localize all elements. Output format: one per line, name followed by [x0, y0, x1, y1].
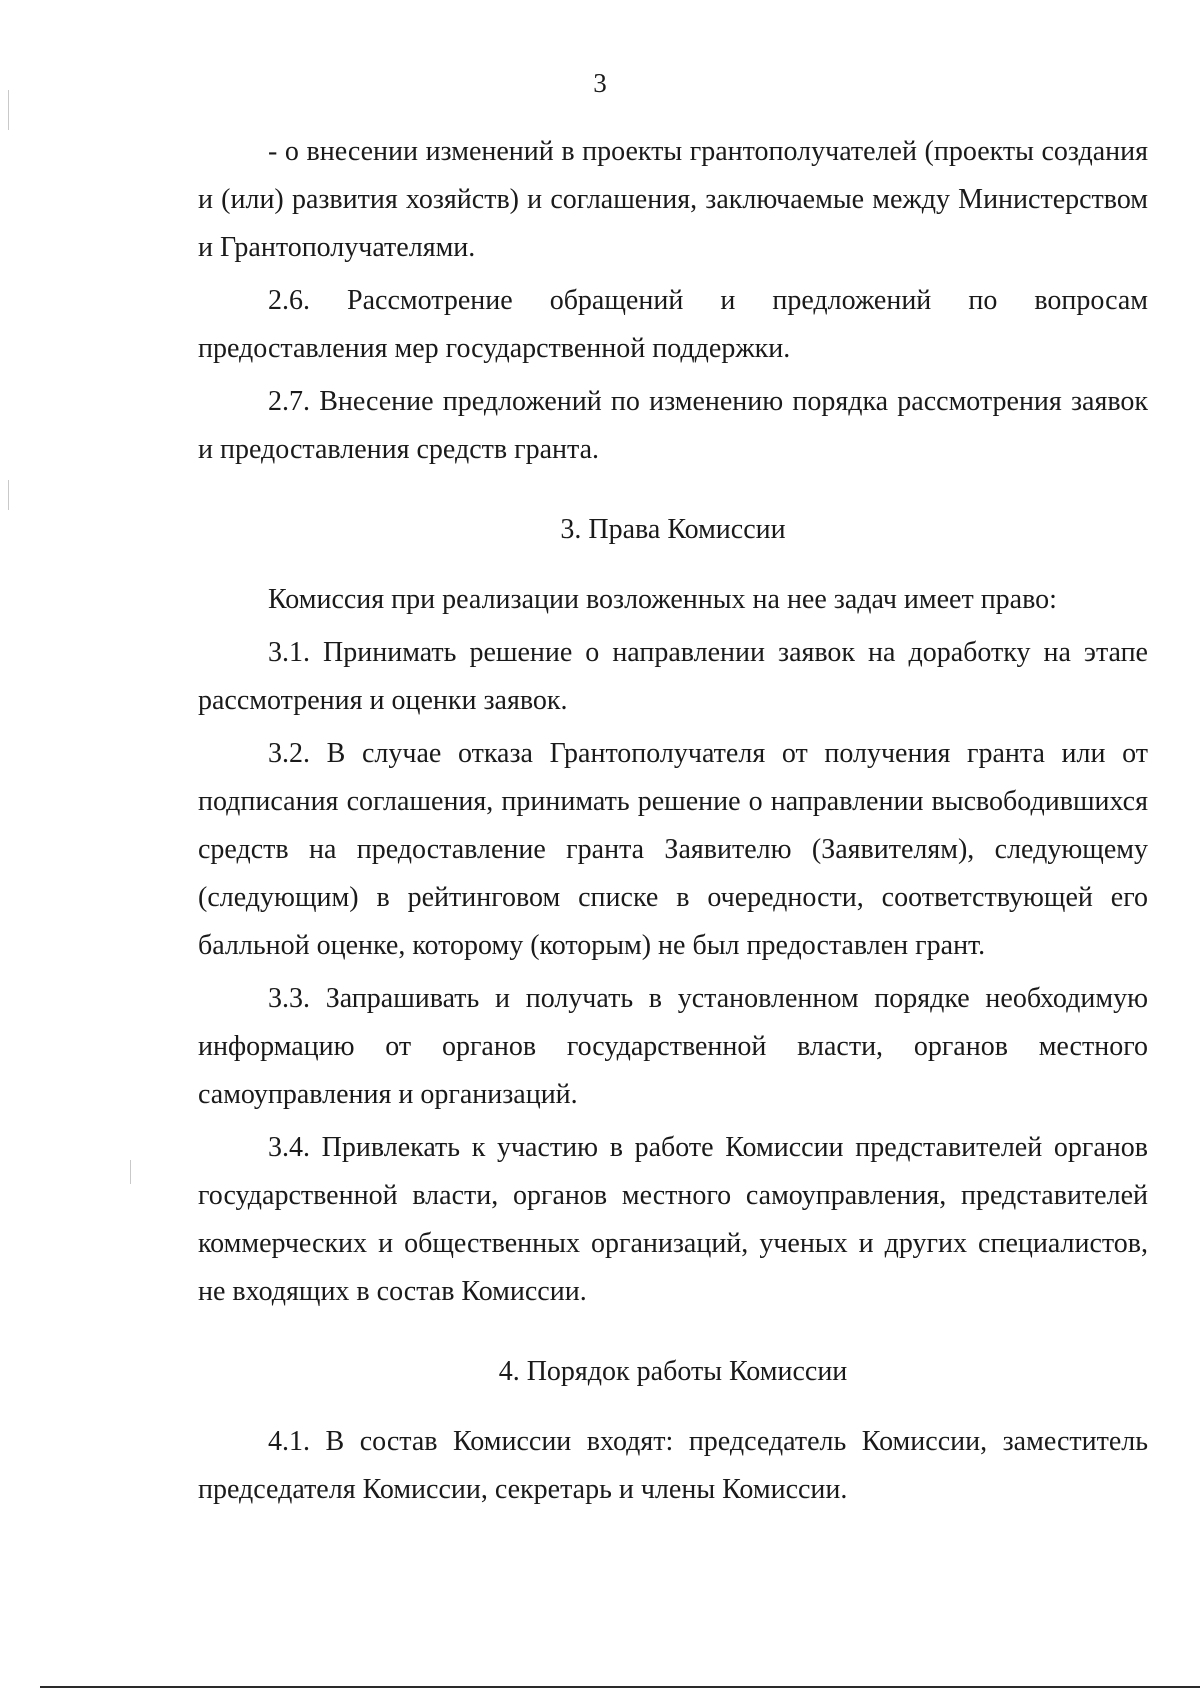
scan-margin-mark	[130, 1160, 131, 1184]
scan-margin-mark	[8, 480, 9, 510]
scan-margin-mark	[8, 90, 9, 130]
section-heading-procedure: 4. Порядок работы Комиссии	[498, 1356, 848, 1387]
paragraph-amendments: - о внесении изменений в проекты грантополучателей (проекты создания и (или) развития хозяйств) и соглашения, заключаемые между Министерством и Грантополучателями.	[198, 136, 1148, 263]
paragraph-3-1: 3.1. Принимать решение о направлении заявок на доработку на этапе рассмотрения и оценки заявок.	[198, 637, 1148, 716]
paragraph-rights-intro: Комиссия при реализации возложенных на нее задач имеет право:	[268, 584, 1057, 615]
page-number: 3	[593, 68, 607, 98]
scan-bottom-edge	[40, 1686, 1200, 1688]
paragraph-2-6: 2.6. Рассмотрение обращений и предложений по вопросам предоставления мер государственной поддержки.	[198, 285, 1148, 364]
paragraph-3-2: 3.2. В случае отказа Грантополучателя от получения гранта или от подписания соглашения, принимать решение о направлении высвободившихся средств на предоставление гранта Заявителю (Заявителям), следующему (следующим) в рейтинговом списке в очередности, соответствующей его балльной оценке, которому (которым) не был предоставлен грант.	[198, 738, 1148, 961]
document-body	[198, 128, 1148, 1519]
paragraph-4-1: 4.1. В состав Комиссии входят: председатель Комиссии, заместитель председателя Комиссии, секретарь и члены Комиссии.	[198, 1426, 1148, 1505]
section-heading-rights: 3. Права Комиссии	[560, 514, 786, 545]
paragraph-3-4: 3.4. Привлекать к участию в работе Комиссии представителей органов государственной власти, органов местного самоуправления, представителей коммерческих и общественных организаций, ученых и других специалистов, не входящих в состав Комиссии.	[198, 1132, 1148, 1307]
paragraph-3-3: 3.3. Запрашивать и получать в установленном порядке необходимую информацию от органов государственной власти, органов местного самоуправления и организаций.	[198, 983, 1148, 1110]
paragraph-2-7: 2.7. Внесение предложений по изменению порядка рассмотрения заявок и предоставления средств гранта.	[198, 386, 1148, 465]
